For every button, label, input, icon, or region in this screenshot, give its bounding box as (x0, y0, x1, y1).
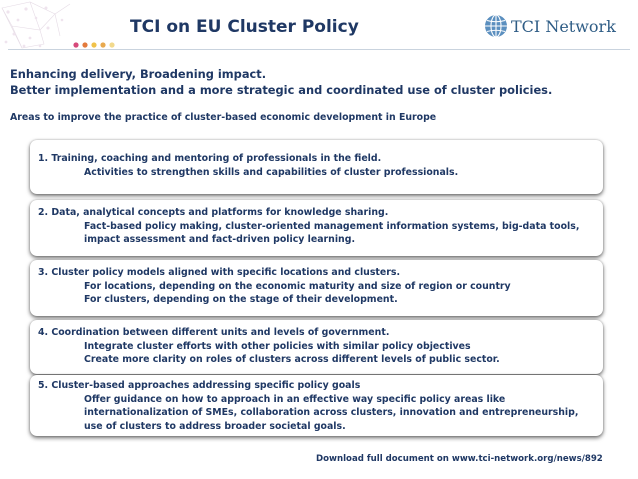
decorative-network-graphic (0, 0, 130, 55)
policy-area-heading: 3. Cluster policy models aligned with specific locations and clusters. (38, 267, 401, 278)
page-title: TCI on EU Cluster Policy (130, 17, 359, 37)
policy-area-heading: 5. Cluster-based approaches addressing specific policy goals (38, 380, 361, 391)
policy-area-heading: 2. Data, analytical concepts and platforms for knowledge sharing. (38, 207, 389, 218)
policy-area-detail: For locations, depending on the economic maturity and size of region or country (84, 280, 511, 292)
policy-area-heading: 1. Training, coaching and mentoring of professionals in the field. (38, 153, 382, 164)
header-divider (8, 49, 630, 50)
policy-area-detail: Integrate cluster efforts with other policies with similar policy objectives (84, 340, 471, 352)
intro-line-1: Enhancing delivery, Broadening impact. (10, 67, 267, 81)
policy-area-box-1 (30, 140, 603, 194)
policy-area-detail: Fact-based policy making, cluster-oriented management information systems, big-data tools, impact assessment and fact-driven policy learning. (84, 220, 580, 245)
section-subheading: Areas to improve the practice of cluster-based economic development in Europe (10, 112, 437, 123)
decorative-dot (100, 42, 105, 47)
policy-area-detail: Activities to strengthen skills and capabilities of cluster professionals. (84, 166, 459, 178)
policy-area-box-4 (30, 320, 603, 374)
policy-area-detail: Create more clarity on roles of clusters across different levels of public sector. (84, 354, 500, 365)
globe-logo-icon (484, 14, 508, 38)
intro-text (10, 66, 552, 98)
policy-area-box-5 (30, 375, 603, 436)
decorative-dot (82, 42, 87, 47)
decorative-dot (73, 42, 78, 47)
policy-area-box-2 (30, 200, 603, 256)
tci-network-logo (484, 14, 616, 38)
intro-line-2: Better implementation and a more strategic and coordinated use of cluster policies. (10, 83, 553, 97)
download-link[interactable]: Download full document on www.tci-network.org/news/892 (316, 454, 603, 464)
policy-area-heading: 4. Coordination between different units and levels of government. (38, 327, 390, 338)
policy-area-detail: Offer guidance on how to approach in an effective way specific policy areas like internationalization of SMEs, collaboration across clusters, innovation and entrepreneurship, use of clusters to address broader societal goals. (84, 393, 579, 432)
policy-area-box-3 (30, 260, 603, 316)
decorative-dot (109, 42, 114, 47)
logo-text: TCI Network (511, 16, 616, 36)
decorative-dot (91, 42, 96, 47)
policy-area-detail: For clusters, depending on the stage of their development. (84, 294, 398, 305)
